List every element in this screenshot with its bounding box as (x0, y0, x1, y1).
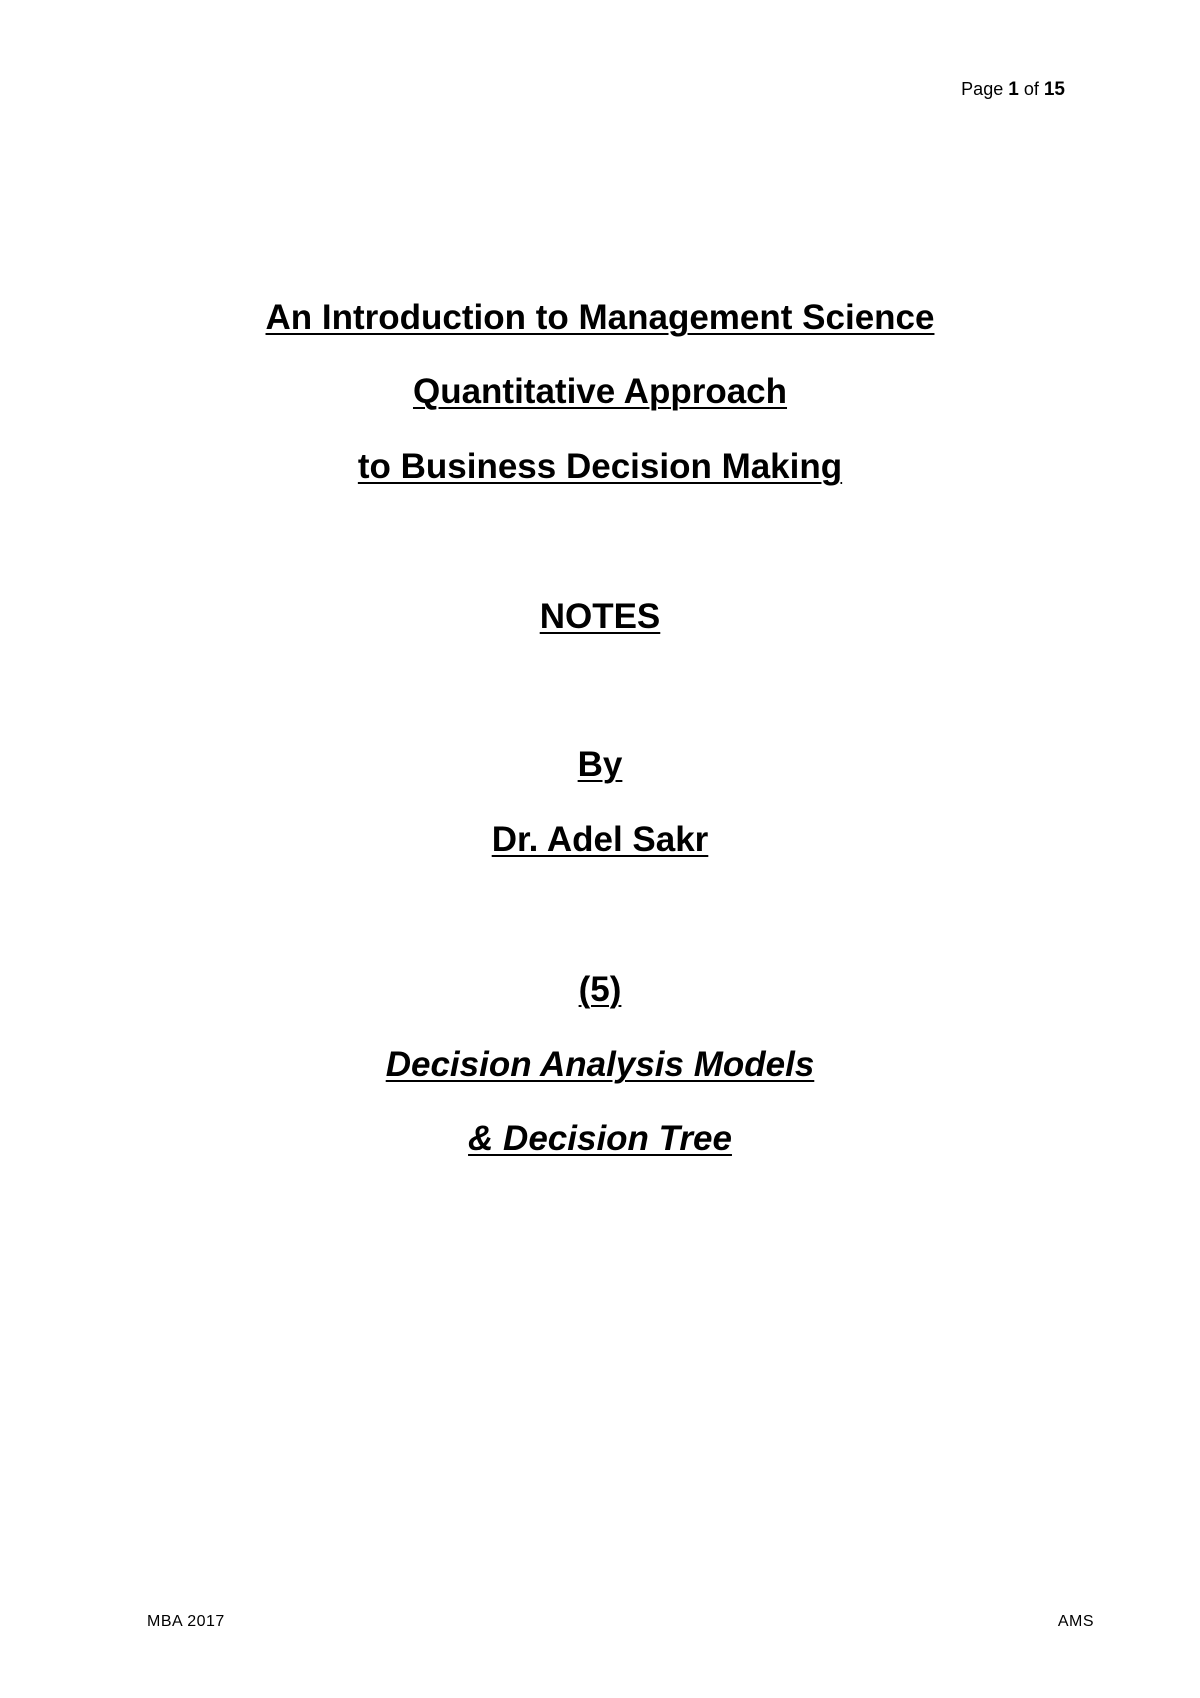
page-label: Page (961, 79, 1004, 99)
page-of: of (1023, 79, 1039, 99)
page-total: 15 (1043, 79, 1065, 100)
footer-left: MBA 2017 (147, 1613, 225, 1630)
chapter-number: (5) (578, 970, 622, 1009)
page-number (961, 78, 1065, 101)
chapter-title-line-1: Decision Analysis Models (385, 1045, 815, 1084)
title-line-3: to Business Decision Making (357, 447, 843, 486)
title-line-2: Quantitative Approach (412, 372, 788, 411)
footer-right: AMS (1057, 1613, 1094, 1630)
title-line-1: An Introduction to Management Science (265, 298, 935, 337)
by-label: By (577, 745, 623, 784)
author-name: Dr. Adel Sakr (491, 820, 709, 859)
page-current: 1 (1008, 79, 1019, 100)
notes-heading: NOTES (539, 597, 661, 636)
chapter-title-line-2: & Decision Tree (468, 1119, 732, 1158)
